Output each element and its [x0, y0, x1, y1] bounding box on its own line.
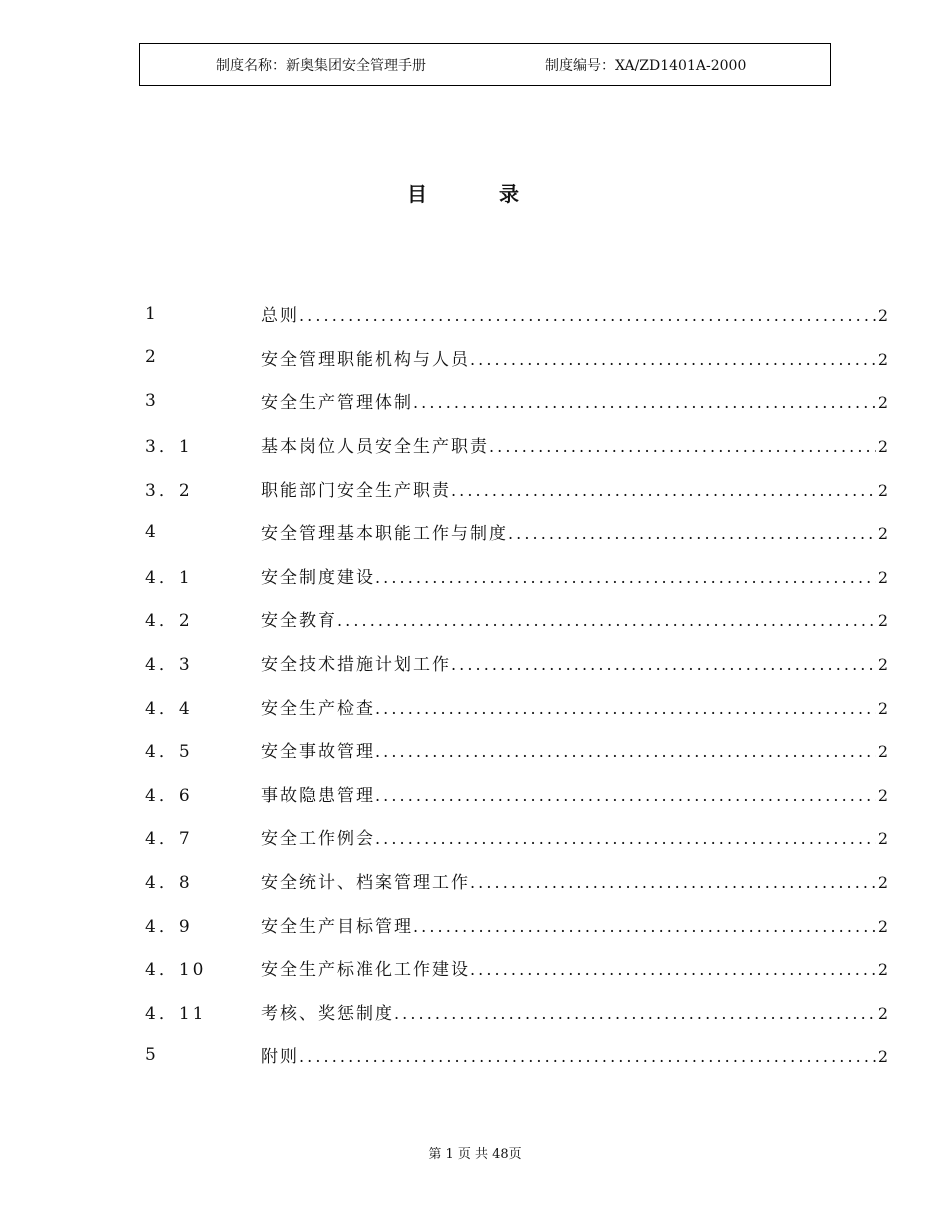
toc-entry[interactable]: [145, 990, 888, 1034]
toc-entry-page: 2: [877, 785, 888, 805]
toc-entry-page: 2: [877, 480, 888, 500]
toc-dot-leader: [470, 960, 876, 979]
regulation-name: 制度名称：新奥集团安全管理手册: [216, 58, 426, 74]
toc-dot-leader: [451, 481, 876, 500]
toc-dot-leader: [508, 524, 876, 543]
toc-entry-text: [261, 650, 888, 675]
toc-entry-text: [261, 824, 888, 849]
toc-entry-text: [261, 868, 888, 893]
toc-entry-number: 4．11: [145, 1003, 207, 1024]
toc-dot-leader: [470, 350, 876, 369]
toc-entry-number: 4．4: [145, 698, 193, 719]
toc-entry-page: 2: [877, 1047, 888, 1067]
toc-entry-label: 安全工作例会: [261, 829, 375, 850]
toc-entry[interactable]: [145, 684, 888, 728]
toc-entry-number: 4．2: [145, 611, 193, 632]
toc-entry-page: 2: [877, 611, 888, 631]
toc-dot-leader: [375, 786, 876, 805]
toc-entry-text: [261, 1042, 888, 1067]
toc-entry[interactable]: [145, 1033, 888, 1077]
toc-entry-label: 总则: [261, 306, 299, 327]
table-of-contents: [145, 292, 888, 1077]
toc-entry-page: 2: [877, 829, 888, 849]
toc-entry[interactable]: [145, 379, 888, 423]
toc-entry-text: [261, 912, 888, 937]
toc-entry-number: 3．1: [145, 437, 193, 458]
toc-entry-label: 安全教育: [261, 611, 337, 632]
toc-entry[interactable]: [145, 423, 888, 467]
toc-entry-text: [261, 432, 888, 457]
regulation-code: 制度编号：XA/ZD1401A-2000: [545, 58, 747, 74]
toc-entry[interactable]: [145, 859, 888, 903]
toc-dot-leader: [413, 917, 876, 936]
toc-entry[interactable]: [145, 466, 888, 510]
toc-entry-label: 安全生产检查: [261, 698, 375, 719]
toc-entry-text: [261, 606, 888, 631]
toc-entry-page: 2: [877, 524, 888, 544]
toc-entry-number: 2: [145, 347, 159, 368]
toc-entry-number: 4: [145, 521, 159, 542]
toc-entry-page: 2: [877, 437, 888, 457]
toc-entry-text: [261, 999, 888, 1024]
toc-entry[interactable]: [145, 597, 888, 641]
toc-dot-leader: [375, 742, 876, 761]
toc-entry-label: 基本岗位人员安全生产职责: [261, 437, 489, 458]
toc-entry-page: 2: [877, 960, 888, 980]
toc-entry-page: 2: [877, 306, 888, 326]
toc-dot-leader: [394, 1004, 876, 1023]
document-header: [139, 43, 831, 86]
toc-entry[interactable]: [145, 336, 888, 380]
toc-entry-number: 5: [145, 1044, 159, 1065]
toc-entry-text: [261, 388, 888, 413]
toc-entry-page: 2: [877, 742, 888, 762]
toc-entry-label: 安全管理职能机构与人员: [261, 349, 470, 370]
toc-entry-text: [261, 955, 888, 980]
toc-entry-page: 2: [877, 698, 888, 718]
toc-entry-text: [261, 301, 888, 326]
toc-dot-leader: [375, 568, 876, 587]
toc-dot-leader: [299, 1047, 876, 1066]
toc-entry-number: 4．7: [145, 829, 193, 850]
toc-entry-label: 附则: [261, 1047, 299, 1068]
toc-entry-text: [261, 519, 888, 544]
toc-entry-label: 安全管理基本职能工作与制度: [261, 524, 508, 545]
toc-entry[interactable]: [145, 815, 888, 859]
toc-entry-text: [261, 737, 888, 762]
toc-entry-label: 安全技术措施计划工作: [261, 655, 451, 676]
toc-title: 目录: [407, 182, 591, 206]
toc-entry[interactable]: [145, 902, 888, 946]
toc-entry-text: [261, 476, 888, 501]
toc-entry-page: 2: [877, 393, 888, 413]
toc-entry-number: 4．5: [145, 742, 193, 763]
toc-entry-number: 4．8: [145, 873, 193, 894]
toc-entry[interactable]: [145, 292, 888, 336]
toc-entry[interactable]: [145, 554, 888, 598]
toc-dot-leader: [489, 437, 876, 456]
toc-entry-number: 4．1: [145, 567, 193, 588]
toc-entry-text: [261, 694, 888, 719]
toc-entry-page: 2: [877, 1003, 888, 1023]
toc-entry-page: 2: [877, 916, 888, 936]
toc-dot-leader: [375, 829, 876, 848]
toc-entry[interactable]: [145, 728, 888, 772]
toc-entry-text: [261, 781, 888, 806]
toc-entry-number: 1: [145, 303, 159, 324]
toc-entry-label: 安全事故管理: [261, 742, 375, 763]
toc-entry-number: 3．2: [145, 480, 193, 501]
toc-entry-text: [261, 563, 888, 588]
toc-entry-number: 4．9: [145, 916, 193, 937]
toc-entry-label: 考核、奖惩制度: [261, 1003, 394, 1024]
toc-entry-label: 事故隐患管理: [261, 785, 375, 806]
toc-dot-leader: [451, 655, 876, 674]
toc-dot-leader: [337, 611, 876, 630]
toc-entry-number: 3: [145, 390, 159, 411]
toc-entry-label: 安全生产目标管理: [261, 916, 413, 937]
toc-dot-leader: [375, 699, 876, 718]
toc-entry[interactable]: [145, 510, 888, 554]
toc-entry-number: 4．3: [145, 655, 193, 676]
toc-entry-text: [261, 345, 888, 370]
toc-entry-label: 职能部门安全生产职责: [261, 480, 451, 501]
toc-entry-number: 4．6: [145, 785, 193, 806]
toc-dot-leader: [470, 873, 876, 892]
toc-dot-leader: [413, 393, 876, 412]
toc-entry-label: 安全统计、档案管理工作: [261, 873, 470, 894]
toc-dot-leader: [299, 306, 876, 325]
toc-entry[interactable]: [145, 946, 888, 990]
toc-entry-page: 2: [877, 655, 888, 675]
page-footer: 第 1 页 共 48页: [428, 1147, 522, 1162]
toc-entry[interactable]: [145, 641, 888, 685]
toc-entry[interactable]: [145, 772, 888, 816]
toc-entry-page: 2: [877, 349, 888, 369]
toc-entry-page: 2: [877, 873, 888, 893]
toc-entry-label: 安全生产标准化工作建设: [261, 960, 470, 981]
toc-entry-label: 安全制度建设: [261, 567, 375, 588]
toc-entry-label: 安全生产管理体制: [261, 393, 413, 414]
toc-entry-page: 2: [877, 567, 888, 587]
toc-entry-number: 4．10: [145, 960, 207, 981]
